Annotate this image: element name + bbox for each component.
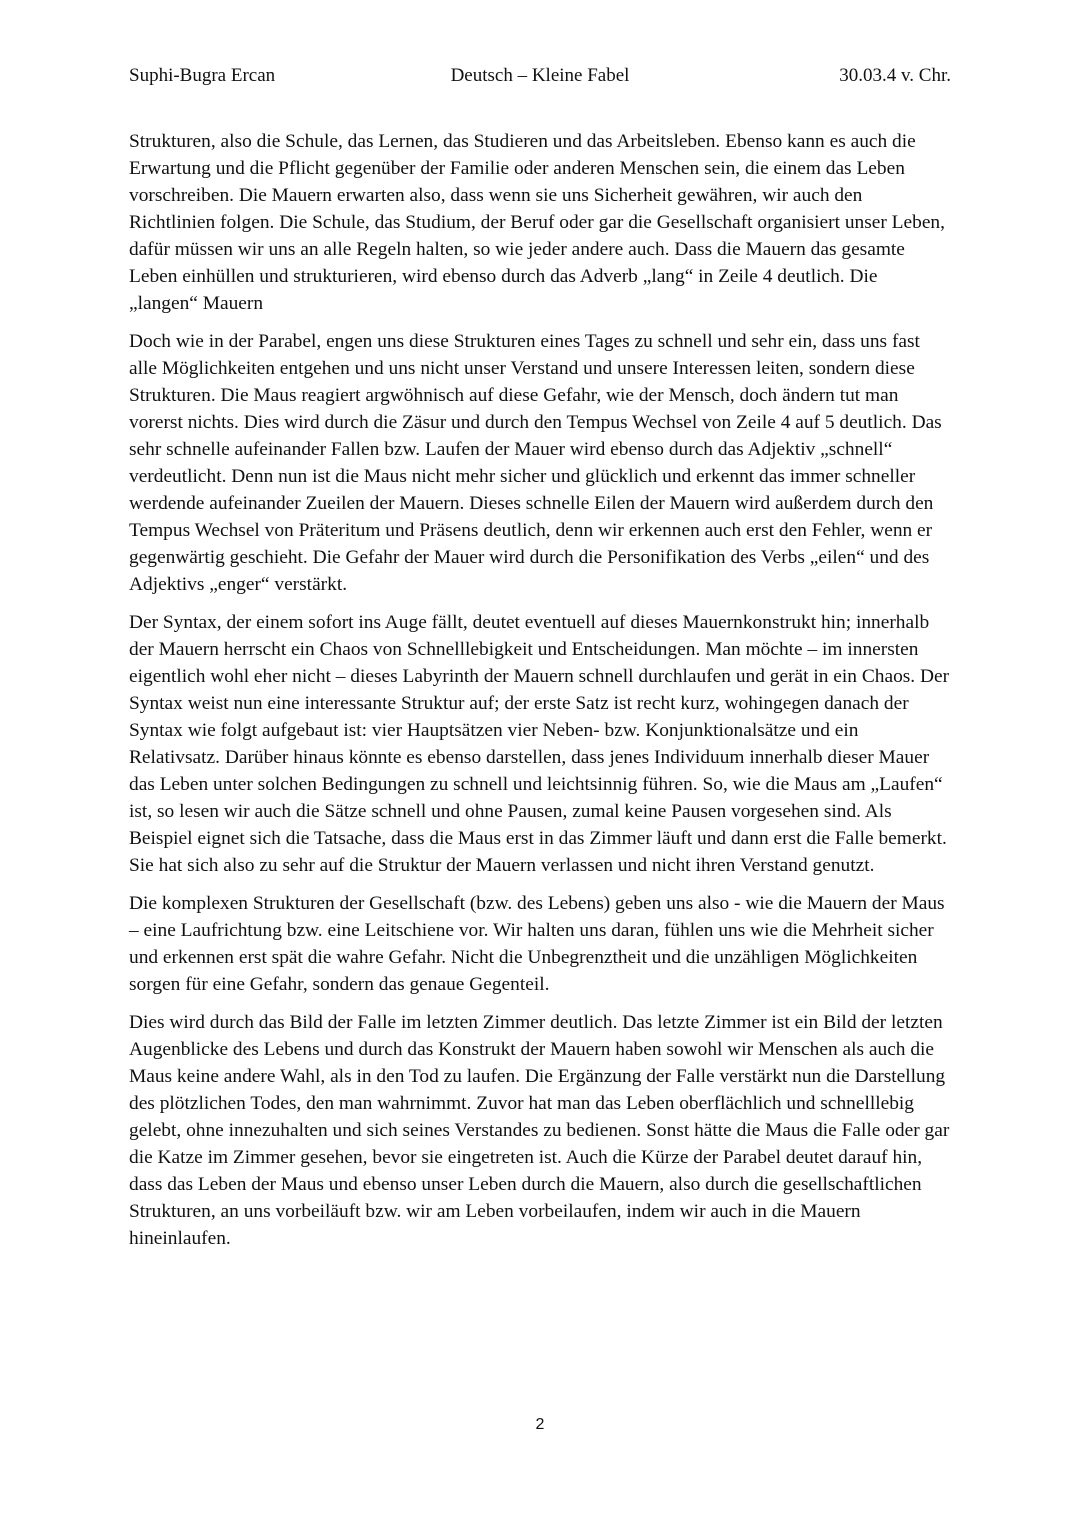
page-number: 2 xyxy=(535,1416,545,1433)
header-author: Suphi-Bugra Ercan xyxy=(129,65,276,86)
page-header xyxy=(129,62,951,90)
header-subject: Deutsch – Kleine Fabel xyxy=(450,65,630,86)
paragraph: Strukturen, also die Schule, das Lernen, das Studieren und das Arbeitsleben. Ebenso kann es auch die Erwartung und die Pflicht gegenüber der Familie oder anderen Menschen sein, die einem das Leben vorschreiben. Die Mauern erwarten also, dass wenn sie uns Sicherheit gewähren, wir auch den Richtlinien folgen. Die Schule, das Studium, der Beruf oder gar die Gesellschaft organisiert unser Leben, dafür müssen wir uns an alle Regeln halten, so wie jeder andere auch. Dass die Mauern das gesamte Leben einhüllen und strukturieren, wird ebenso durch das Adverb „lang“ in Zeile 4 deutlich. Die „langen“ Mauern xyxy=(129,131,945,314)
body-text xyxy=(129,128,951,1263)
paragraph: Der Syntax, der einem sofort ins Auge fällt, deutet eventuell auf dieses Mauernkonstrukt hin; innerhalb der Mauern herrscht ein Chaos von Schnelllebigkeit und Entscheidungen. Man möchte – im innersten eigentlich wohl eher nicht – dieses Labyrinth der Mauern schnell durchlaufen und gerät in ein Chaos. Der Syntax weist nun eine interessante Struktur auf; der erste Satz ist recht kurz, wohingegen danach der Syntax wie folgt aufgebaut ist: vier Hauptsätzen vier Neben- bzw. Konjunktionalsätze und ein Relativsatz. Darüber hinaus könnte es ebenso darstellen, dass jenes Individuum innerhalb dieser Mauer das Leben unter solchen Bedingungen zu schnell und leichtsinnig führen. So, wie die Maus am „Laufen“ ist, so lesen wir auch die Sätze schnell und ohne Pausen, zumal keine Pausen vorgesehen sind. Als Beispiel eignet sich die Tatsache, dass die Maus erst in das Zimmer läuft und dann erst die Falle bemerkt. Sie hat sich also zu sehr auf die Struktur der Mauern verlassen und nicht ihren Verstand genutzt. xyxy=(129,612,950,876)
paragraph: Die komplexen Strukturen der Gesellschaft (bzw. des Lebens) geben uns also - wie die Mauern der Maus – eine Laufrichtung bzw. eine Leitschiene vor. Wir halten uns daran, fühlen uns wie die Mehrheit sicher und erkennen erst spät die wahre Gefahr. Nicht die Unbegrenztheit und die unzähligen Möglichkeiten sorgen für eine Gefahr, sondern das genaue Gegenteil. xyxy=(129,893,945,995)
paragraph: Doch wie in der Parabel, engen uns diese Strukturen eines Tages zu schnell und sehr ein, dass uns fast alle Möglichkeiten entgehen und uns nicht unser Verstand und unsere Interessen leiten, sondern diese Strukturen. Die Maus reagiert argwöhnisch auf diese Gefahr, wie der Mensch, doch ändern tut man vorerst nichts. Dies wird durch die Zäsur und durch den Tempus Wechsel von Zeile 4 auf 5 deutlich. Das sehr schnelle aufeinander Fallen bzw. Laufen der Mauer wird ebenso durch das Adjektiv „schnell“ verdeutlicht. Denn nun ist die Maus nicht mehr sicher und glücklich und erkennt das immer schneller werdende aufeinander Zueilen der Mauern. Dieses schnelle Eilen der Mauern wird außerdem durch den Tempus Wechsel von Präteritum und Präsens deutlich, denn wir erkennen auch erst den Fehler, wenn er gegenwärtig geschieht. Die Gefahr der Mauer wird durch die Personifikation des Verbs „eilen“ und des Adjektivs „enger“ verstärkt. xyxy=(129,331,942,595)
paragraph: Dies wird durch das Bild der Falle im letzten Zimmer deutlich. Das letzte Zimmer ist ein Bild der letzten Augenblicke des Lebens und durch das Konstrukt der Mauern haben sowohl wir Menschen als auch die Maus keine andere Wahl, als in den Tod zu laufen. Die Ergänzung der Falle verstärkt nun die Darstellung des plötzlichen Todes, den man wahrnimmt. Zuvor hat man das Leben oberflächlich und schnelllebig gelebt, ohne innezuhalten und sich seines Verstandes zu bedienen. Sonst hätte die Maus die Falle oder gar die Katze im Zimmer gesehen, bevor sie eingetreten ist. Auch die Kürze der Parabel deutet darauf hin, dass das Leben der Maus und ebenso unser Leben durch die Mauern, also durch die gesellschaftlichen Strukturen, an uns vorbeiläuft bzw. wir am Leben vorbeilaufen, indem wir auch in die Mauern hineinlaufen. xyxy=(129,1012,950,1249)
header-date: 30.03.4 v. Chr. xyxy=(839,65,951,86)
